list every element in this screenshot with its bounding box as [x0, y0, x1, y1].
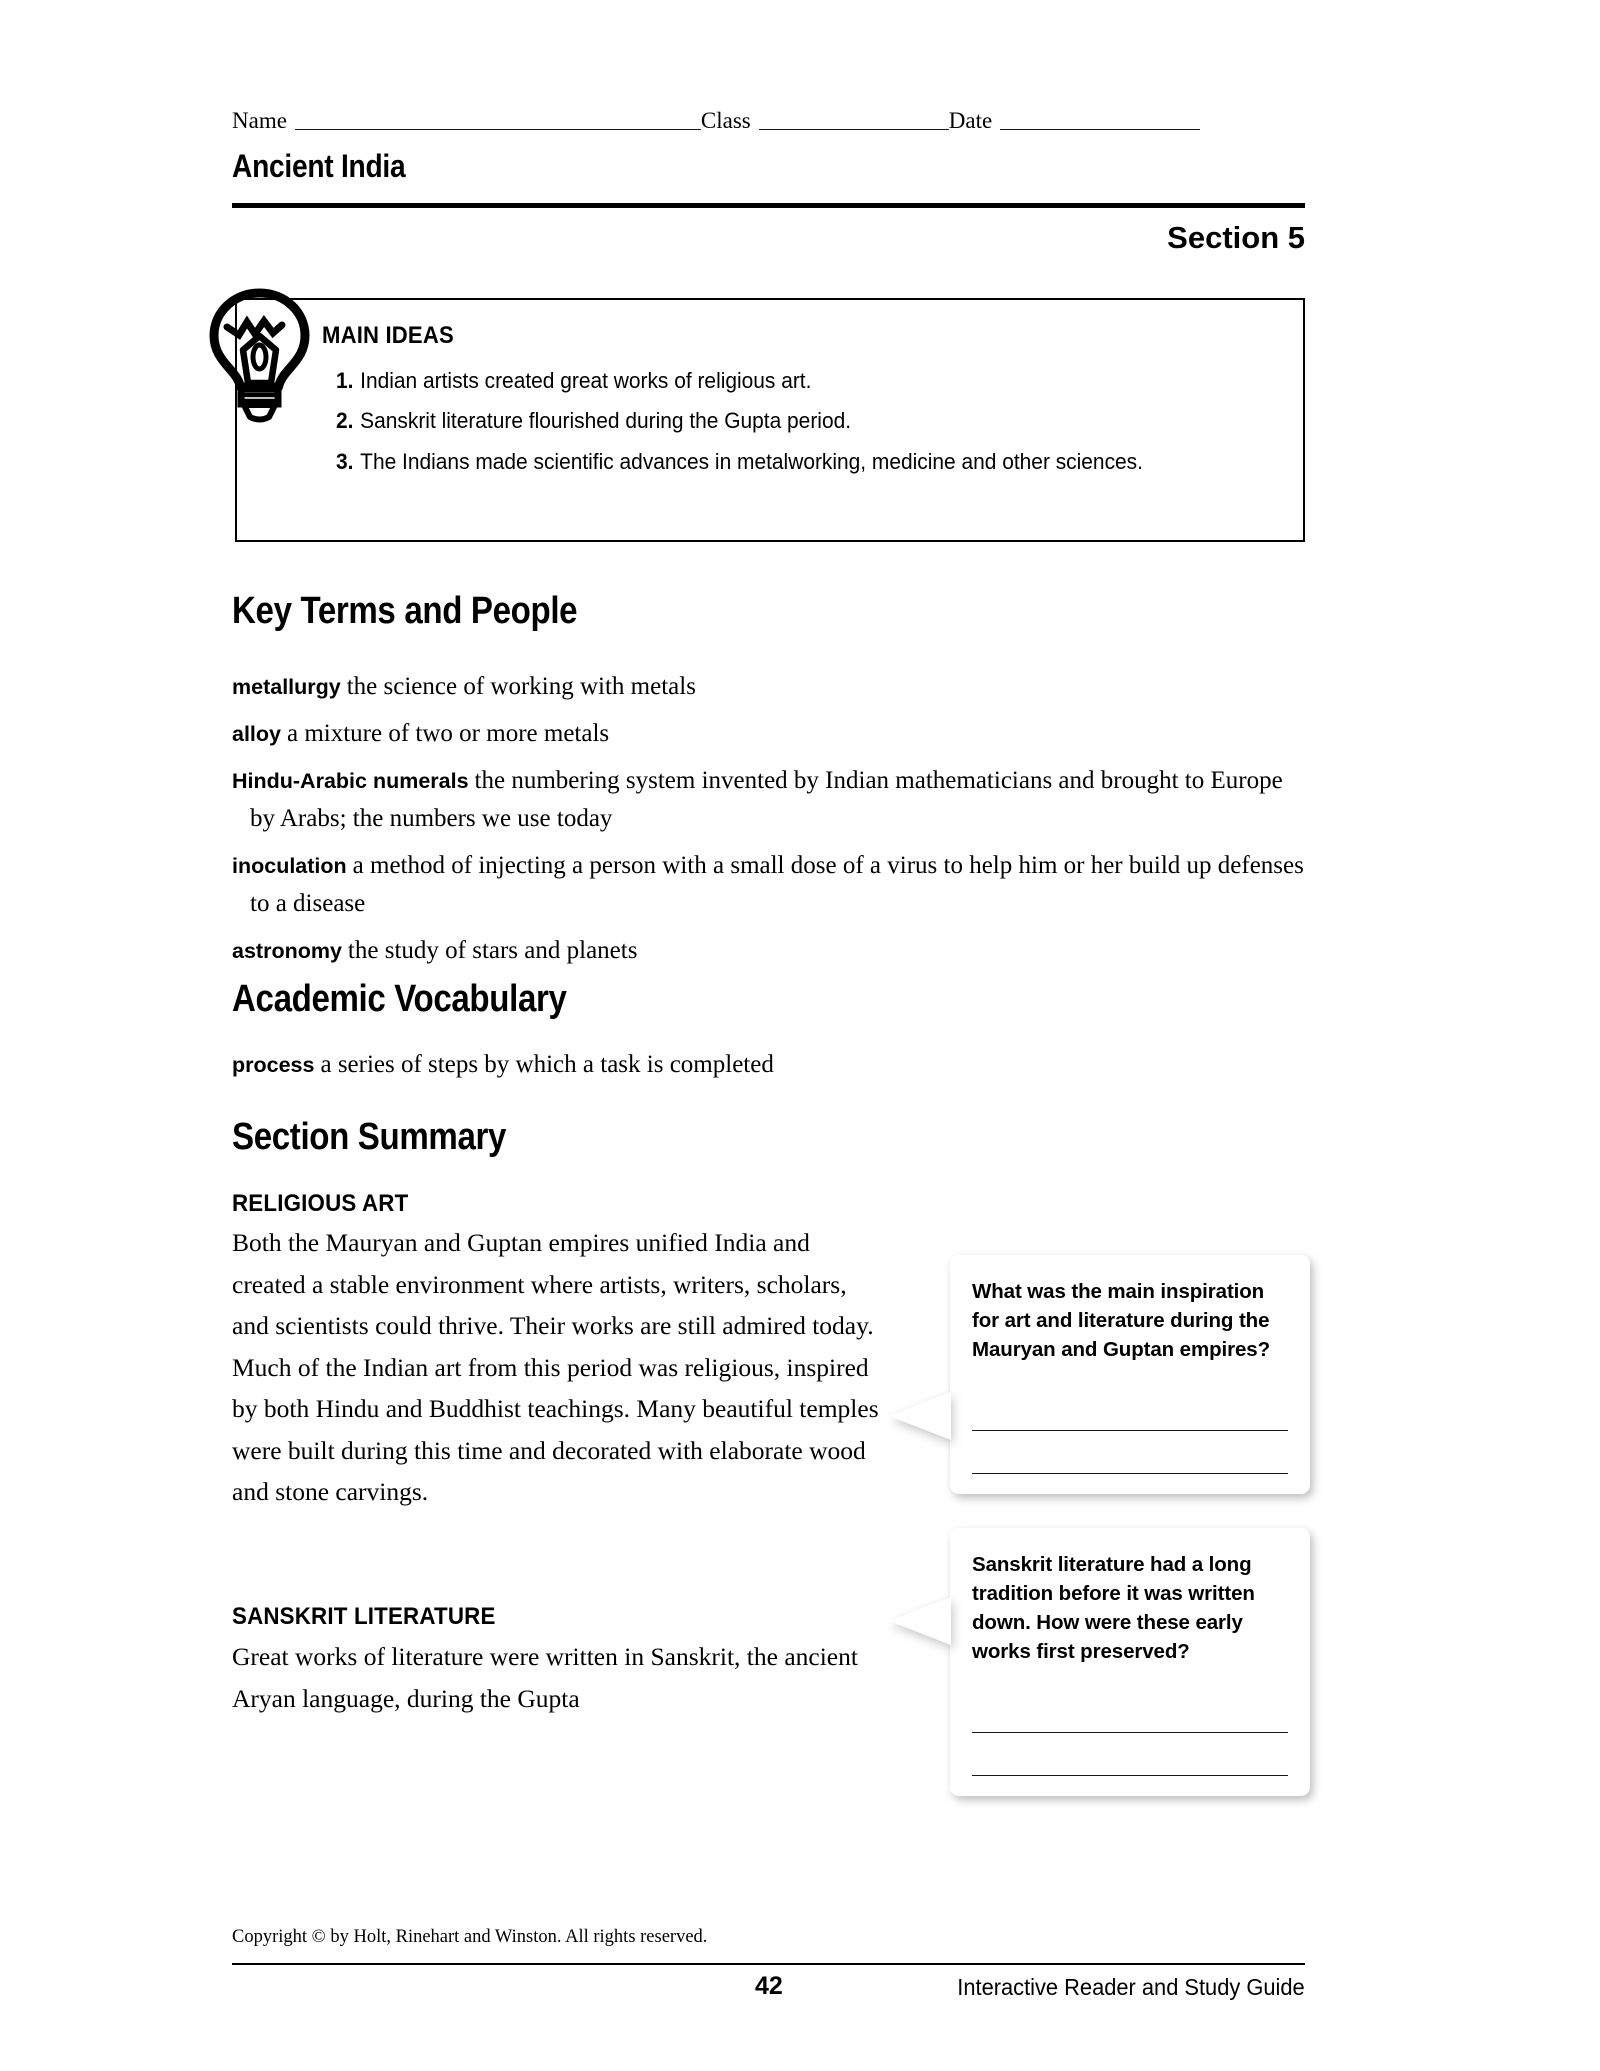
term-word: process [232, 1053, 315, 1077]
term-definition: a mixture of two or more metals [287, 720, 610, 747]
main-idea-text: The Indians made scientific advances in metalworking, medicine and other sciences. [360, 448, 1143, 474]
term-definition: a series of steps by which a task is completed [320, 1051, 774, 1078]
subsection-heading-religious-art: RELIGIOUS ART [232, 1190, 409, 1217]
main-idea-text: Indian artists created great works of religious art. [360, 368, 812, 393]
section-summary-heading: Section Summary [232, 1116, 507, 1158]
date-input-line[interactable] [1000, 128, 1200, 130]
main-idea-number: 3. [336, 448, 354, 474]
term-entry [232, 762, 1307, 838]
term-word: inoculation [232, 854, 347, 878]
academic-vocabulary-list [232, 1046, 1307, 1093]
class-label: Class [700, 108, 751, 133]
main-ideas-heading: MAIN IDEAS [322, 322, 454, 349]
main-idea-item [336, 364, 1192, 397]
term-entry [232, 847, 1307, 923]
term-word: metallurgy [232, 675, 341, 699]
name-label: Name [232, 108, 287, 133]
term-definition: the science of working with metals [346, 673, 696, 700]
academic-vocabulary-heading: Academic Vocabulary [232, 978, 567, 1020]
main-idea-item [336, 404, 1192, 437]
key-terms-list [232, 668, 1307, 979]
name-input-line[interactable] [295, 128, 701, 130]
footer-divider [232, 1963, 1305, 1965]
subsection-heading-sanskrit-literature: SANSKRIT LITERATURE [232, 1603, 496, 1630]
callout-pointer [889, 1597, 951, 1645]
term-entry [232, 668, 1307, 706]
key-terms-heading: Key Terms and People [232, 590, 578, 632]
title-divider [232, 203, 1305, 208]
term-definition: the numbering system invented by Indian mathematicians and brought to Europe by Arabs; the numbers we use today [250, 767, 1283, 832]
main-idea-number: 2. [336, 408, 354, 434]
term-entry [232, 715, 1307, 753]
term-entry [232, 1046, 1307, 1084]
callout-question-text: What was the main inspiration for art and literature during the Mauryan and Guptan empires? [972, 1280, 1271, 1362]
copyright-notice: Copyright © by Holt, Rinehart and Winston. All rights reserved. [232, 1927, 708, 1947]
term-word: Hindu-Arabic numerals [232, 769, 469, 793]
class-input-line[interactable] [759, 128, 949, 130]
main-idea-item [336, 445, 1192, 478]
section-label: Section 5 [1167, 220, 1305, 255]
answer-line[interactable] [972, 1692, 1288, 1733]
page-title: Ancient India [232, 148, 406, 184]
callout-question-box [950, 1255, 1310, 1494]
answer-line[interactable] [972, 1431, 1288, 1474]
student-info-bar [232, 108, 1307, 134]
page-number: 42 [755, 1972, 783, 2000]
date-label: Date [948, 108, 993, 133]
callout-question-text: Sanskrit literature had a long tradition before it was written down. How were these early works first preserved? [972, 1553, 1255, 1664]
subsection-body-religious-art: Both the Mauryan and Guptan empires unified India and created a stable environment where artists, writers, scholars, and scientists could thrive. Their works are still admired today. Much of the Indian art from this period was religious, inspired by both Hindu and Buddhist teachings. Many beautiful temples were built during this time and decorated with elaborate wood and stone carvings. [232, 1228, 879, 1507]
term-definition: a method of injecting a person with a small dose of a virus to help him or her build up defenses to a disease [250, 852, 1304, 917]
answer-line[interactable] [972, 1733, 1288, 1776]
main-idea-number: 1. [336, 368, 354, 393]
main-idea-text: Sanskrit literature flourished during the Gupta period. [360, 408, 852, 434]
term-word: astronomy [232, 939, 342, 963]
term-definition: the study of stars and planets [347, 937, 638, 964]
book-title: Interactive Reader and Study Guide [957, 1974, 1305, 2000]
main-ideas-list [336, 364, 1256, 485]
term-word: alloy [232, 722, 281, 746]
callout-question-box [950, 1528, 1310, 1796]
callout-answer-lines [972, 1692, 1288, 1776]
answer-line[interactable] [972, 1390, 1288, 1431]
term-entry [232, 932, 1307, 970]
callout-pointer [889, 1392, 951, 1440]
subsection-body-sanskrit-literature: Great works of literature were written in Sanskrit, the ancient Aryan language, during the Gupta [232, 1642, 858, 1713]
lightbulb-icon [203, 288, 316, 423]
callout-answer-lines [972, 1390, 1288, 1474]
